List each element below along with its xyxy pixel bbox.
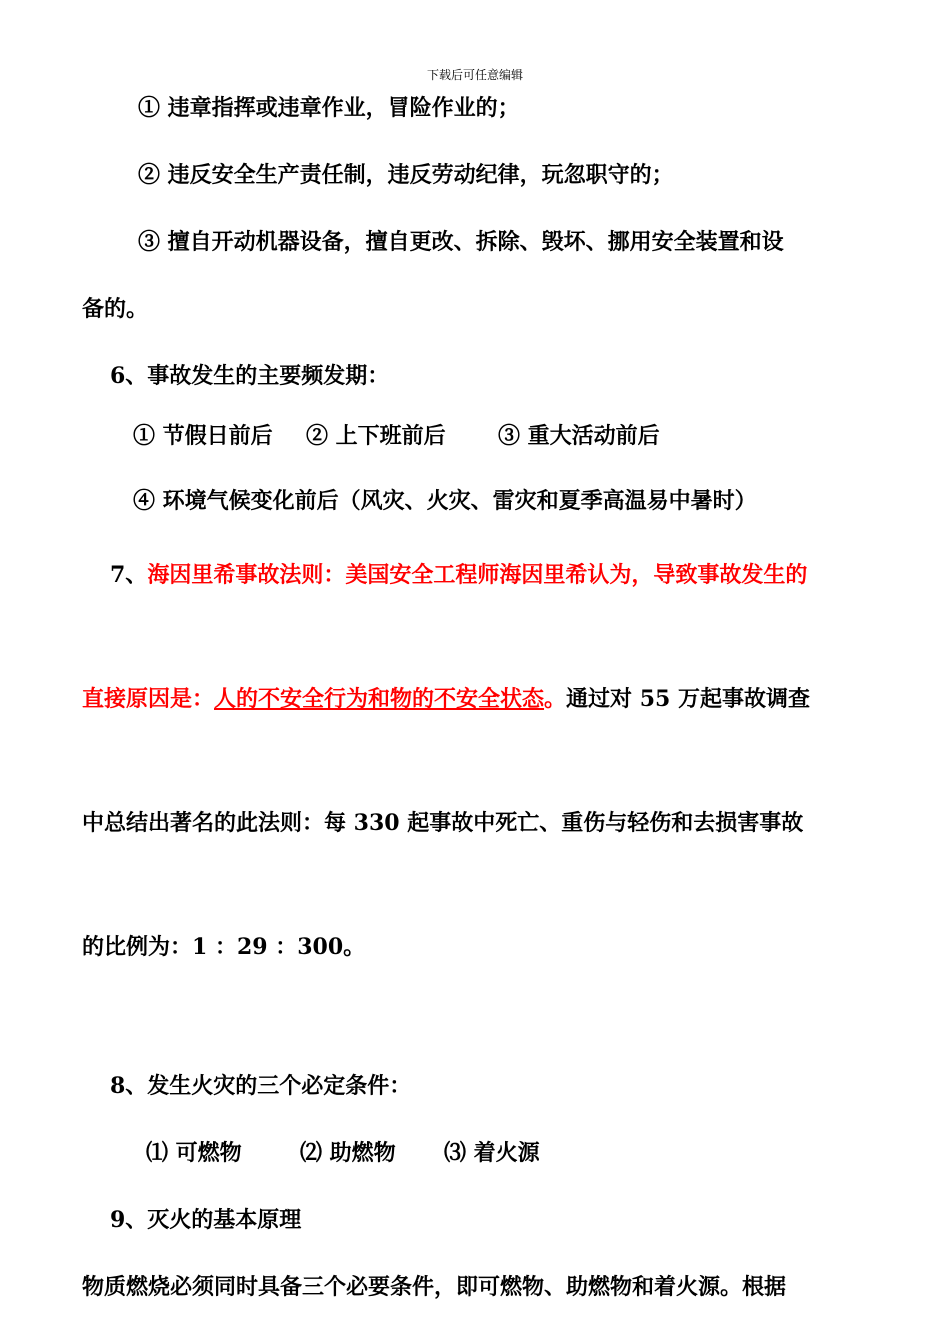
survey-text: 通过对 55 万起事故调查 (566, 686, 810, 712)
section-9-heading: 9、灭火的基本原理 (110, 1207, 302, 1233)
direct-cause-label: 直接原因是： (82, 686, 215, 712)
section-7-red-text: 海因里希事故法则：美国安全工程师海因里希认为，导致事故发生的 (147, 562, 808, 588)
text-line-13b: ⑵ 助燃物 (300, 1140, 396, 1166)
text-line-13c: ⑶ 着火源 (444, 1140, 540, 1166)
text-line-6c: ③ 重大活动前后 (498, 423, 660, 449)
section-8-heading: 8、发生火灾的三个必定条件： (110, 1073, 412, 1099)
text-line-9 (82, 684, 810, 714)
text-line-6b: ② 上下班前后 (306, 423, 446, 449)
direct-cause-end: 。 (544, 686, 567, 712)
text-line-7: ④ 环境气候变化前后（风灾、火灾、雷灾和夏季高温易中暑时） (133, 488, 757, 514)
text-line-2: ② 违反安全生产责任制，违反劳动纪律，玩忽职守的； (138, 162, 674, 188)
text-line-11: 的比例为：1 ：29 ：300。 (82, 934, 366, 960)
text-line-13a: ⑴ 可燃物 (146, 1140, 242, 1166)
text-line-6a: ① 节假日前后 (133, 423, 273, 449)
text-line-15: 物质燃烧必须同时具备三个必要条件，即可燃物、助燃物和着火源。根据 (82, 1274, 787, 1300)
section-7-heading (110, 560, 807, 590)
text-line-1: ① 违章指挥或违章作业，冒险作业的； (138, 95, 520, 121)
text-line-4: 备的。 (82, 296, 149, 322)
page-header: 下载后可任意编辑 (426, 68, 523, 82)
direct-cause-underlined: 人的不安全行为和物的不安全状态 (214, 686, 545, 712)
text-line-3: ③ 擅自开动机器设备，擅自更改、拆除、毁坏、挪用安全装置和设 (138, 229, 784, 255)
section-6-heading: 6、事故发生的主要频发期： (110, 363, 390, 389)
section-7-number: 7、 (110, 562, 148, 588)
text-line-10: 中总结出著名的此法则：每 330 起事故中死亡、重伤与轻伤和去损害事故 (82, 810, 804, 836)
